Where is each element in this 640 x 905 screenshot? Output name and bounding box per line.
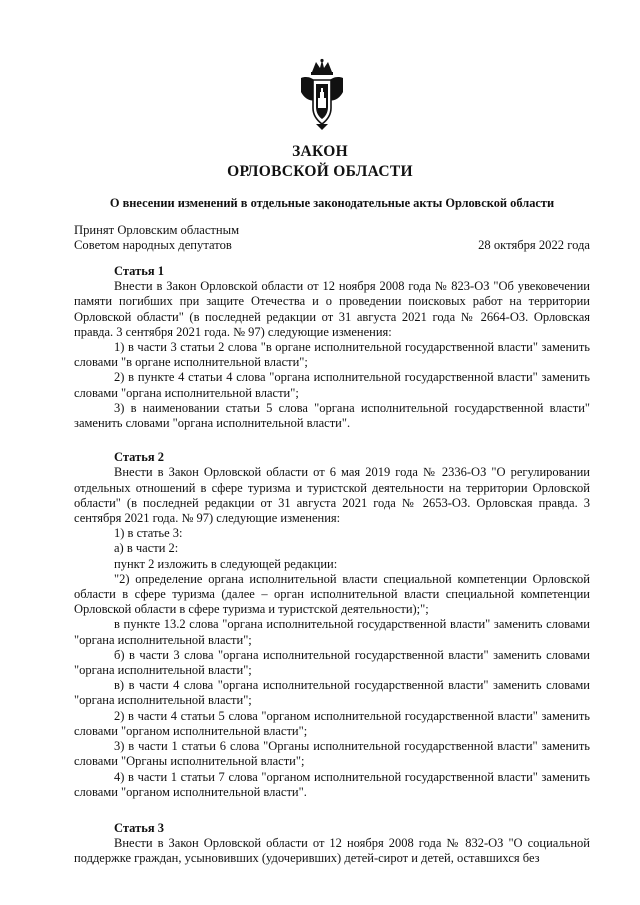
article-title: Статья 2 <box>114 450 164 465</box>
paragraph: 2) в пункте 4 статьи 4 слова "органа исполнительной государственной власти" заменить словами "органа исполнительной власти"; <box>74 370 590 400</box>
law-subtitle: О внесении изменений в отдельные законодательные акты Орловской области <box>109 196 555 210</box>
paragraph: а) в части 2: <box>114 541 179 556</box>
adoption-date: 28 октября 2022 года <box>478 238 590 252</box>
paragraph: 3) в части 1 статьи 6 слова "Органы исполнительной государственной власти" заменить словами "Органы исполнительной власти"; <box>74 739 590 769</box>
article-3 <box>74 821 590 867</box>
article-2 <box>74 450 590 800</box>
region-title: ОРЛОВСКОЙ ОБЛАСТИ <box>227 163 413 180</box>
paragraph: в пункте 13.2 слова "органа исполнительной государственной власти" заменить словами "органа исполнительной власти"; <box>74 617 590 647</box>
adoption-line-2: Советом народных депутатов <box>74 238 232 252</box>
paragraph: 1) в части 3 статьи 2 слова "в органе исполнительной государственной власти" заменить словами "в органе исполнительной власти"; <box>74 340 590 370</box>
article-1 <box>74 264 590 431</box>
coat-of-arms-emblem <box>298 58 346 130</box>
spacer <box>74 800 590 821</box>
article-title: Статья 1 <box>114 264 164 278</box>
paragraph: 3) в наименовании статьи 5 слова "органа исполнительной государственной власти" заменить словами "органа исполнительной власти". <box>74 400 590 431</box>
paragraph: в) в части 4 слова "органа исполнительной государственной власти" заменить словами "органа исполнительной власти"; <box>74 678 590 708</box>
paragraph: 4) в части 1 статьи 7 слова "органом исполнительной государственной власти" заменить словами "органом исполнительной власти". <box>74 769 590 799</box>
paragraph: б) в части 3 слова "органа исполнительной государственной власти" заменить словами "органа исполнительной власти"; <box>74 647 590 678</box>
paragraph: 2) в части 4 статьи 5 слова "органом исполнительной государственной власти" заменить словами "органом исполнительной власти"; <box>74 708 590 738</box>
paragraph: Внести в Закон Орловской области от 12 ноября 2008 года № 832-ОЗ "О социальной поддержке граждан, усыновивших (удочеривших) детей-сирот и детей, оставшихся без <box>74 836 590 866</box>
paragraph: Внести в Закон Орловской области от 6 мая 2019 года № 2336-ОЗ "О регулировании отдельных отношений в сфере туризма и туристской деятельности на территории Орловской области" (в последней редакции от 31 августа 2021 года № 2653-ОЗ. Орловская правда. 3 сентября 2021 года. № 97) следующие изменения: <box>74 465 590 526</box>
adoption-block <box>74 223 590 253</box>
adoption-line-1: Принят Орловским областным <box>74 223 240 237</box>
paragraph: "2) определение органа исполнительной власти специальной компетенции Орловской области в сфере туризма (далее – орган исполнительной власти специальной компетенции Орловской области в сфере туризма и туристской деятельности);"; <box>74 571 590 617</box>
paragraph: Внести в Закон Орловской области от 12 ноября 2008 года № 823-ОЗ "Об увековечении памяти погибших при защите Отечества и о проведении поисковых работ на территории Орловской области" (в последней редакции от 31 августа 2021 года № 2664-ОЗ. Орловская правда. 3 сентября 2021 года. № 97) следующие изменения: <box>74 279 590 339</box>
spacer <box>74 431 590 450</box>
paragraph: 1) в статье 3: <box>114 526 183 541</box>
law-title: ЗАКОН <box>292 143 348 160</box>
paragraph: пункт 2 изложить в следующей редакции: <box>114 556 338 571</box>
law-content <box>74 264 590 867</box>
article-title: Статья 3 <box>114 820 164 835</box>
